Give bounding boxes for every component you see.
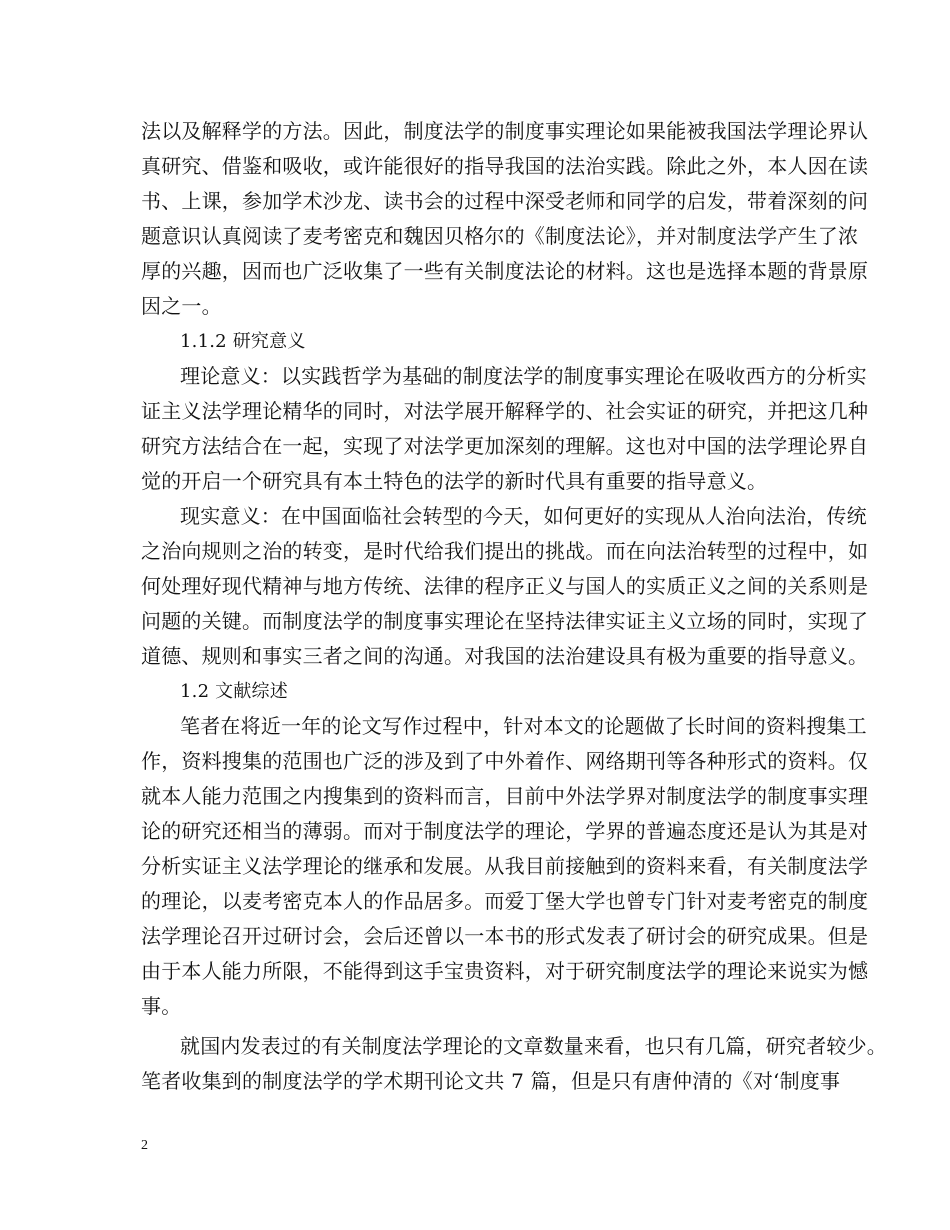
text-line: 因之一。	[141, 294, 222, 318]
text-line: 道德、规则和事实三者之间的沟通。对我国的法治建设具有极为重要的指导意义。	[141, 644, 869, 668]
text-line: 论的研究还相当的薄弱。而对于制度法学的理论，学界的普遍态度还是认为其是对	[141, 819, 869, 843]
text-line: 研究方法结合在一起，实现了对法学更加深刻的理解。这也对中国的法学理论界自	[141, 434, 869, 458]
text-line: 现实意义：在中国面临社会转型的今天，如何更好的实现从人治向法治，传统	[180, 504, 867, 528]
text-line: 题意识认真阅读了麦考密克和魏因贝格尔的《制度法论》，并对制度法学产生了浓	[141, 224, 859, 248]
text-line: 法学理论召开过研讨会，会后还曾以一本书的形式发表了研讨会的研究成果。但是	[141, 924, 869, 948]
section-heading-literature-review	[141, 674, 813, 709]
text-line: 证主义法学理论精华的同时，对法学展开解释学的、社会实证的研究，并把这几种	[141, 399, 869, 423]
text-line: 作，资料搜集的范围也广泛的涉及到了中外着作、网络期刊等各种形式的资料。仅	[141, 749, 869, 773]
text-line: 就本人能力范围之内搜集到的资料而言，目前中外法学界对制度法学的制度事实理	[141, 784, 869, 808]
text-line: 就国内发表过的有关制度法学理论的文章数量来看，也只有几篇，研究者较少。	[180, 1034, 887, 1058]
page-number: 2	[141, 1138, 148, 1153]
text-line: 真研究、借鉴和吸收，或许能很好的指导我国的法治实践。除此之外，本人因在读	[141, 154, 869, 178]
section-heading-research-significance	[141, 324, 813, 359]
text-line: 厚的兴趣，因而也广泛收集了一些有关制度法论的材料。这也是选择本题的背景原	[141, 259, 869, 283]
text-line: 事。	[141, 994, 182, 1018]
paragraph-theoretical-significance	[141, 359, 869, 499]
section-heading: 1.2 文献综述	[180, 681, 288, 702]
text-line: 笔者在将近一年的论文写作过程中，针对本文的论题做了长时间的资料搜集工	[180, 714, 867, 738]
paragraph-practical-significance	[141, 499, 869, 674]
page-content	[141, 114, 887, 1099]
text-line: 觉的开启一个研究具有本土特色的法学的新时代具有重要的指导意义。	[141, 469, 768, 493]
section-heading: 1.1.2 研究意义	[180, 331, 306, 352]
text-line: 问题的关键。而制度法学的制度事实理论在坚持法律实证主义立场的同时，实现了	[141, 609, 869, 633]
paragraph-background	[141, 114, 869, 324]
text-line: 之治向规则之治的转变，是时代给我们提出的挑战。而在向法治转型的过程中，如	[141, 539, 869, 563]
text-line: 何处理好现代精神与地方传统、法律的程序正义与国人的实质正义之间的关系则是	[141, 574, 869, 598]
text-line: 分析实证主义法学理论的继承和发展。从我目前接触到的资料来看，有关制度法学	[141, 854, 869, 878]
text-line: 笔者收集到的制度法学的学术期刊论文共 7 篇，但是只有唐仲清的《对‘制度事	[141, 1069, 841, 1093]
text-line: 理论意义：以实践哲学为基础的制度法学的制度事实理论在吸收西方的分析实	[180, 364, 867, 388]
text-line: 法以及解释学的方法。因此，制度法学的制度事实理论如果能被我国法学理论界认	[141, 119, 869, 143]
text-line: 书、上课，参加学术沙龙、读书会的过程中深受老师和同学的启发，带着深刻的问	[141, 189, 869, 213]
paragraph-literature-review	[141, 709, 869, 1024]
text-line: 由于本人能力所限，不能得到这手宝贵资料，对于研究制度法学的理论来说实为憾	[141, 959, 869, 983]
paragraph-domestic-research	[141, 1029, 887, 1099]
text-line: 的理论，以麦考密克本人的作品居多。而爱丁堡大学也曾专门针对麦考密克的制度	[141, 889, 869, 913]
